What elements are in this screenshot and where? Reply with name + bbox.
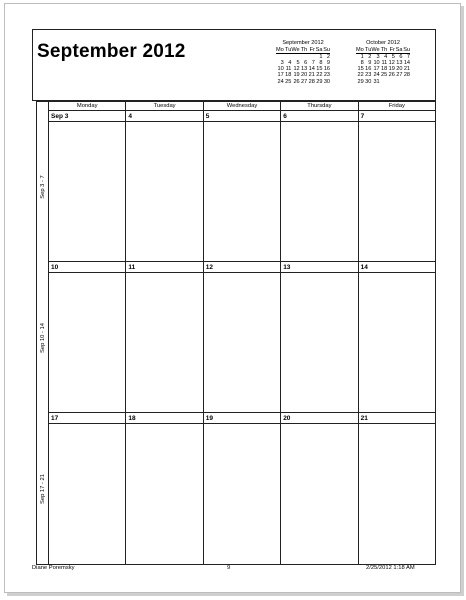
mini-calendar-day[interactable]: 19 xyxy=(293,72,300,79)
day-cell[interactable] xyxy=(125,111,202,262)
mini-calendar-day[interactable]: 25 xyxy=(285,78,292,85)
mini-calendar-day[interactable]: 15 xyxy=(357,66,364,73)
mini-calendar-day[interactable]: 10 xyxy=(373,60,380,67)
mini-calendar-day[interactable]: 23 xyxy=(365,72,372,79)
day-number: Sep 3 xyxy=(49,111,125,122)
mini-calendar-day[interactable] xyxy=(300,54,308,61)
mini-calendar-day[interactable]: 4 xyxy=(288,60,292,67)
mini-calendar-grid xyxy=(276,47,330,85)
mini-calendar-title: October 2012 xyxy=(366,40,400,46)
week-range-label: Sep 17 - 21 xyxy=(39,473,46,504)
mini-calendar-day[interactable]: 8 xyxy=(360,60,364,67)
day-number: 13 xyxy=(281,262,357,273)
day-header-thursday: Thursday xyxy=(280,102,357,111)
footer-timestamp: 2/25/2012 1:18 AM xyxy=(366,565,415,571)
day-cell[interactable] xyxy=(203,111,280,262)
day-cell[interactable] xyxy=(358,111,435,262)
day-number: 18 xyxy=(126,413,202,424)
day-header-tuesday: Tuesday xyxy=(125,102,202,111)
mini-calendar-september xyxy=(276,40,330,85)
mini-calendar-day[interactable]: 9 xyxy=(368,60,372,67)
mini-calendar-day[interactable] xyxy=(387,79,395,85)
footer-author: Diane Poremsky xyxy=(32,565,75,571)
mini-calendar-day[interactable]: 13 xyxy=(396,60,403,67)
mini-calendar-weekday: Sa xyxy=(395,47,403,54)
day-cell[interactable] xyxy=(203,413,280,564)
mini-calendar-day[interactable]: 12 xyxy=(293,66,300,73)
print-page xyxy=(4,3,461,593)
mini-calendar-day[interactable]: 16 xyxy=(323,66,331,73)
mini-calendar-day[interactable]: 2 xyxy=(326,54,331,61)
day-cell[interactable] xyxy=(125,413,202,564)
mini-calendar-day[interactable]: 7 xyxy=(406,54,411,61)
month-title: September 2012 xyxy=(37,41,186,62)
mini-calendar-weekday: Th xyxy=(380,47,388,54)
mini-calendar-day[interactable]: 30 xyxy=(365,78,372,85)
day-cell[interactable] xyxy=(48,262,125,413)
mini-calendar-day[interactable] xyxy=(402,79,410,85)
mini-calendar-day[interactable]: 1 xyxy=(319,54,323,61)
day-cell[interactable] xyxy=(280,413,357,564)
mini-calendar-day[interactable] xyxy=(395,79,403,85)
day-number: 5 xyxy=(204,111,280,122)
day-cell[interactable] xyxy=(48,111,125,262)
mini-calendar-day[interactable] xyxy=(284,54,292,61)
mini-calendar-weekday: Mo xyxy=(356,47,364,54)
mini-calendar-day[interactable]: 29 xyxy=(357,78,364,85)
mini-calendar-day[interactable]: 25 xyxy=(381,72,388,79)
mini-calendar-weekday: Th xyxy=(300,47,308,54)
mini-calendar-day[interactable]: 12 xyxy=(388,60,395,67)
mini-calendar-day[interactable]: 14 xyxy=(403,60,411,67)
day-cell[interactable] xyxy=(280,111,357,262)
mini-calendar-day[interactable]: 3 xyxy=(280,60,284,67)
mini-calendar-day[interactable]: 28 xyxy=(403,72,411,79)
day-number: 17 xyxy=(49,413,125,424)
mini-calendar-day[interactable]: 18 xyxy=(285,72,292,79)
day-number: 12 xyxy=(204,262,280,273)
mini-calendar-day[interactable]: 22 xyxy=(357,72,364,79)
day-number: 6 xyxy=(281,111,357,122)
mini-calendar-day[interactable]: 16 xyxy=(365,66,372,73)
mini-calendar-weekday: Fr xyxy=(387,47,395,54)
mini-calendar-day[interactable]: 20 xyxy=(396,66,403,73)
mini-calendar-day[interactable]: 5 xyxy=(296,60,300,67)
mini-calendar-day[interactable]: 9 xyxy=(326,60,331,67)
mini-calendar-day[interactable]: 24 xyxy=(277,78,284,85)
mini-calendar-weekday: Mo xyxy=(276,47,284,54)
day-cell[interactable] xyxy=(358,413,435,564)
mini-calendar-day[interactable]: 17 xyxy=(373,66,380,73)
mini-calendar-weekday: Su xyxy=(323,47,331,54)
day-cell[interactable] xyxy=(358,262,435,413)
mini-calendar-day[interactable]: 28 xyxy=(308,78,315,85)
mini-calendar-weekday: Tu xyxy=(285,47,292,54)
mini-calendar-day[interactable]: 7 xyxy=(311,60,315,67)
mini-calendar-day[interactable] xyxy=(380,79,388,85)
week-grid xyxy=(36,101,436,565)
mini-calendar-week xyxy=(276,54,330,61)
mini-calendar-weekday: We xyxy=(291,47,300,54)
day-cell[interactable] xyxy=(125,262,202,413)
mini-calendar-day[interactable]: 8 xyxy=(319,60,323,67)
mini-calendar-day[interactable]: 19 xyxy=(388,66,395,73)
day-header-friday: Friday xyxy=(358,102,435,111)
mini-calendar-weekday: Tu xyxy=(365,47,372,54)
week-range-label: Sep 10 - 14 xyxy=(39,322,46,353)
mini-calendar-weekday: Su xyxy=(403,47,411,54)
mini-calendar-weekday: Sa xyxy=(315,47,323,54)
mini-calendar-day[interactable]: 24 xyxy=(373,72,380,79)
day-number: 20 xyxy=(281,413,357,424)
mini-calendar-day[interactable]: 11 xyxy=(285,66,292,73)
mini-calendar-title: September 2012 xyxy=(282,40,324,46)
calendar-header xyxy=(32,29,436,101)
mini-calendar-day[interactable]: 17 xyxy=(277,72,284,79)
mini-calendar-day[interactable]: 21 xyxy=(403,66,411,73)
day-number: 7 xyxy=(359,111,435,122)
day-cell[interactable] xyxy=(48,413,125,564)
mini-calendar-day[interactable]: 13 xyxy=(301,66,308,73)
mini-calendar-week xyxy=(356,79,410,85)
mini-calendar-day[interactable]: 6 xyxy=(304,60,308,67)
mini-calendar-day[interactable]: 2 xyxy=(368,54,372,61)
mini-calendar-day[interactable]: 27 xyxy=(396,72,403,79)
mini-calendar-day[interactable]: 27 xyxy=(301,78,308,85)
mini-calendar-day[interactable]: 15 xyxy=(316,66,323,73)
week-range-label: Sep 3 - 7 xyxy=(39,174,46,199)
mini-calendar-day[interactable]: 20 xyxy=(301,72,308,79)
day-number: 4 xyxy=(126,111,202,122)
mini-calendar-day[interactable]: 26 xyxy=(388,72,395,79)
day-number: 11 xyxy=(126,262,202,273)
day-cell[interactable] xyxy=(280,262,357,413)
mini-calendar-day[interactable]: 6 xyxy=(399,54,403,61)
mini-calendar-grid xyxy=(356,47,410,85)
mini-calendar-weekday-row xyxy=(276,47,330,54)
mini-calendar-day[interactable]: 26 xyxy=(293,78,300,85)
mini-calendar-day[interactable] xyxy=(307,54,315,61)
mini-calendar-day[interactable]: 3 xyxy=(376,54,380,61)
mini-calendar-day[interactable]: 30 xyxy=(323,78,331,85)
day-number: 21 xyxy=(359,413,435,424)
mini-calendar-day[interactable]: 5 xyxy=(391,54,395,61)
day-number: 19 xyxy=(204,413,280,424)
day-number: 14 xyxy=(359,262,435,273)
mini-calendar-october xyxy=(356,40,410,85)
mini-calendar-day[interactable]: 29 xyxy=(316,78,323,85)
mini-calendar-day[interactable]: 31 xyxy=(373,78,380,85)
mini-calendar-day[interactable]: 14 xyxy=(308,66,315,73)
mini-calendar-day[interactable] xyxy=(276,54,284,61)
day-cell[interactable] xyxy=(203,262,280,413)
mini-calendar-day[interactable]: 18 xyxy=(381,66,388,73)
mini-calendar-day[interactable]: 11 xyxy=(381,60,388,67)
footer-page-number: 9 xyxy=(227,565,231,571)
mini-calendar-week xyxy=(276,79,330,85)
mini-calendar-weekday-row xyxy=(356,47,410,54)
mini-calendar-weekday: Fr xyxy=(307,47,315,54)
day-number: 10 xyxy=(49,262,125,273)
day-header-wednesday: Wednesday xyxy=(203,102,280,111)
mini-calendar-day[interactable]: 10 xyxy=(277,66,284,73)
mini-calendar-week xyxy=(356,54,410,61)
day-header-monday: Monday xyxy=(48,102,125,111)
mini-calendar-day[interactable]: 23 xyxy=(323,72,331,79)
mini-calendar-day[interactable]: 22 xyxy=(316,72,323,79)
mini-calendar-day[interactable]: 1 xyxy=(360,54,364,61)
mini-calendar-weekday: We xyxy=(371,47,380,54)
mini-calendar-day[interactable] xyxy=(291,54,299,61)
mini-calendar-day[interactable]: 4 xyxy=(384,54,388,61)
mini-calendar-day[interactable]: 21 xyxy=(308,72,315,79)
